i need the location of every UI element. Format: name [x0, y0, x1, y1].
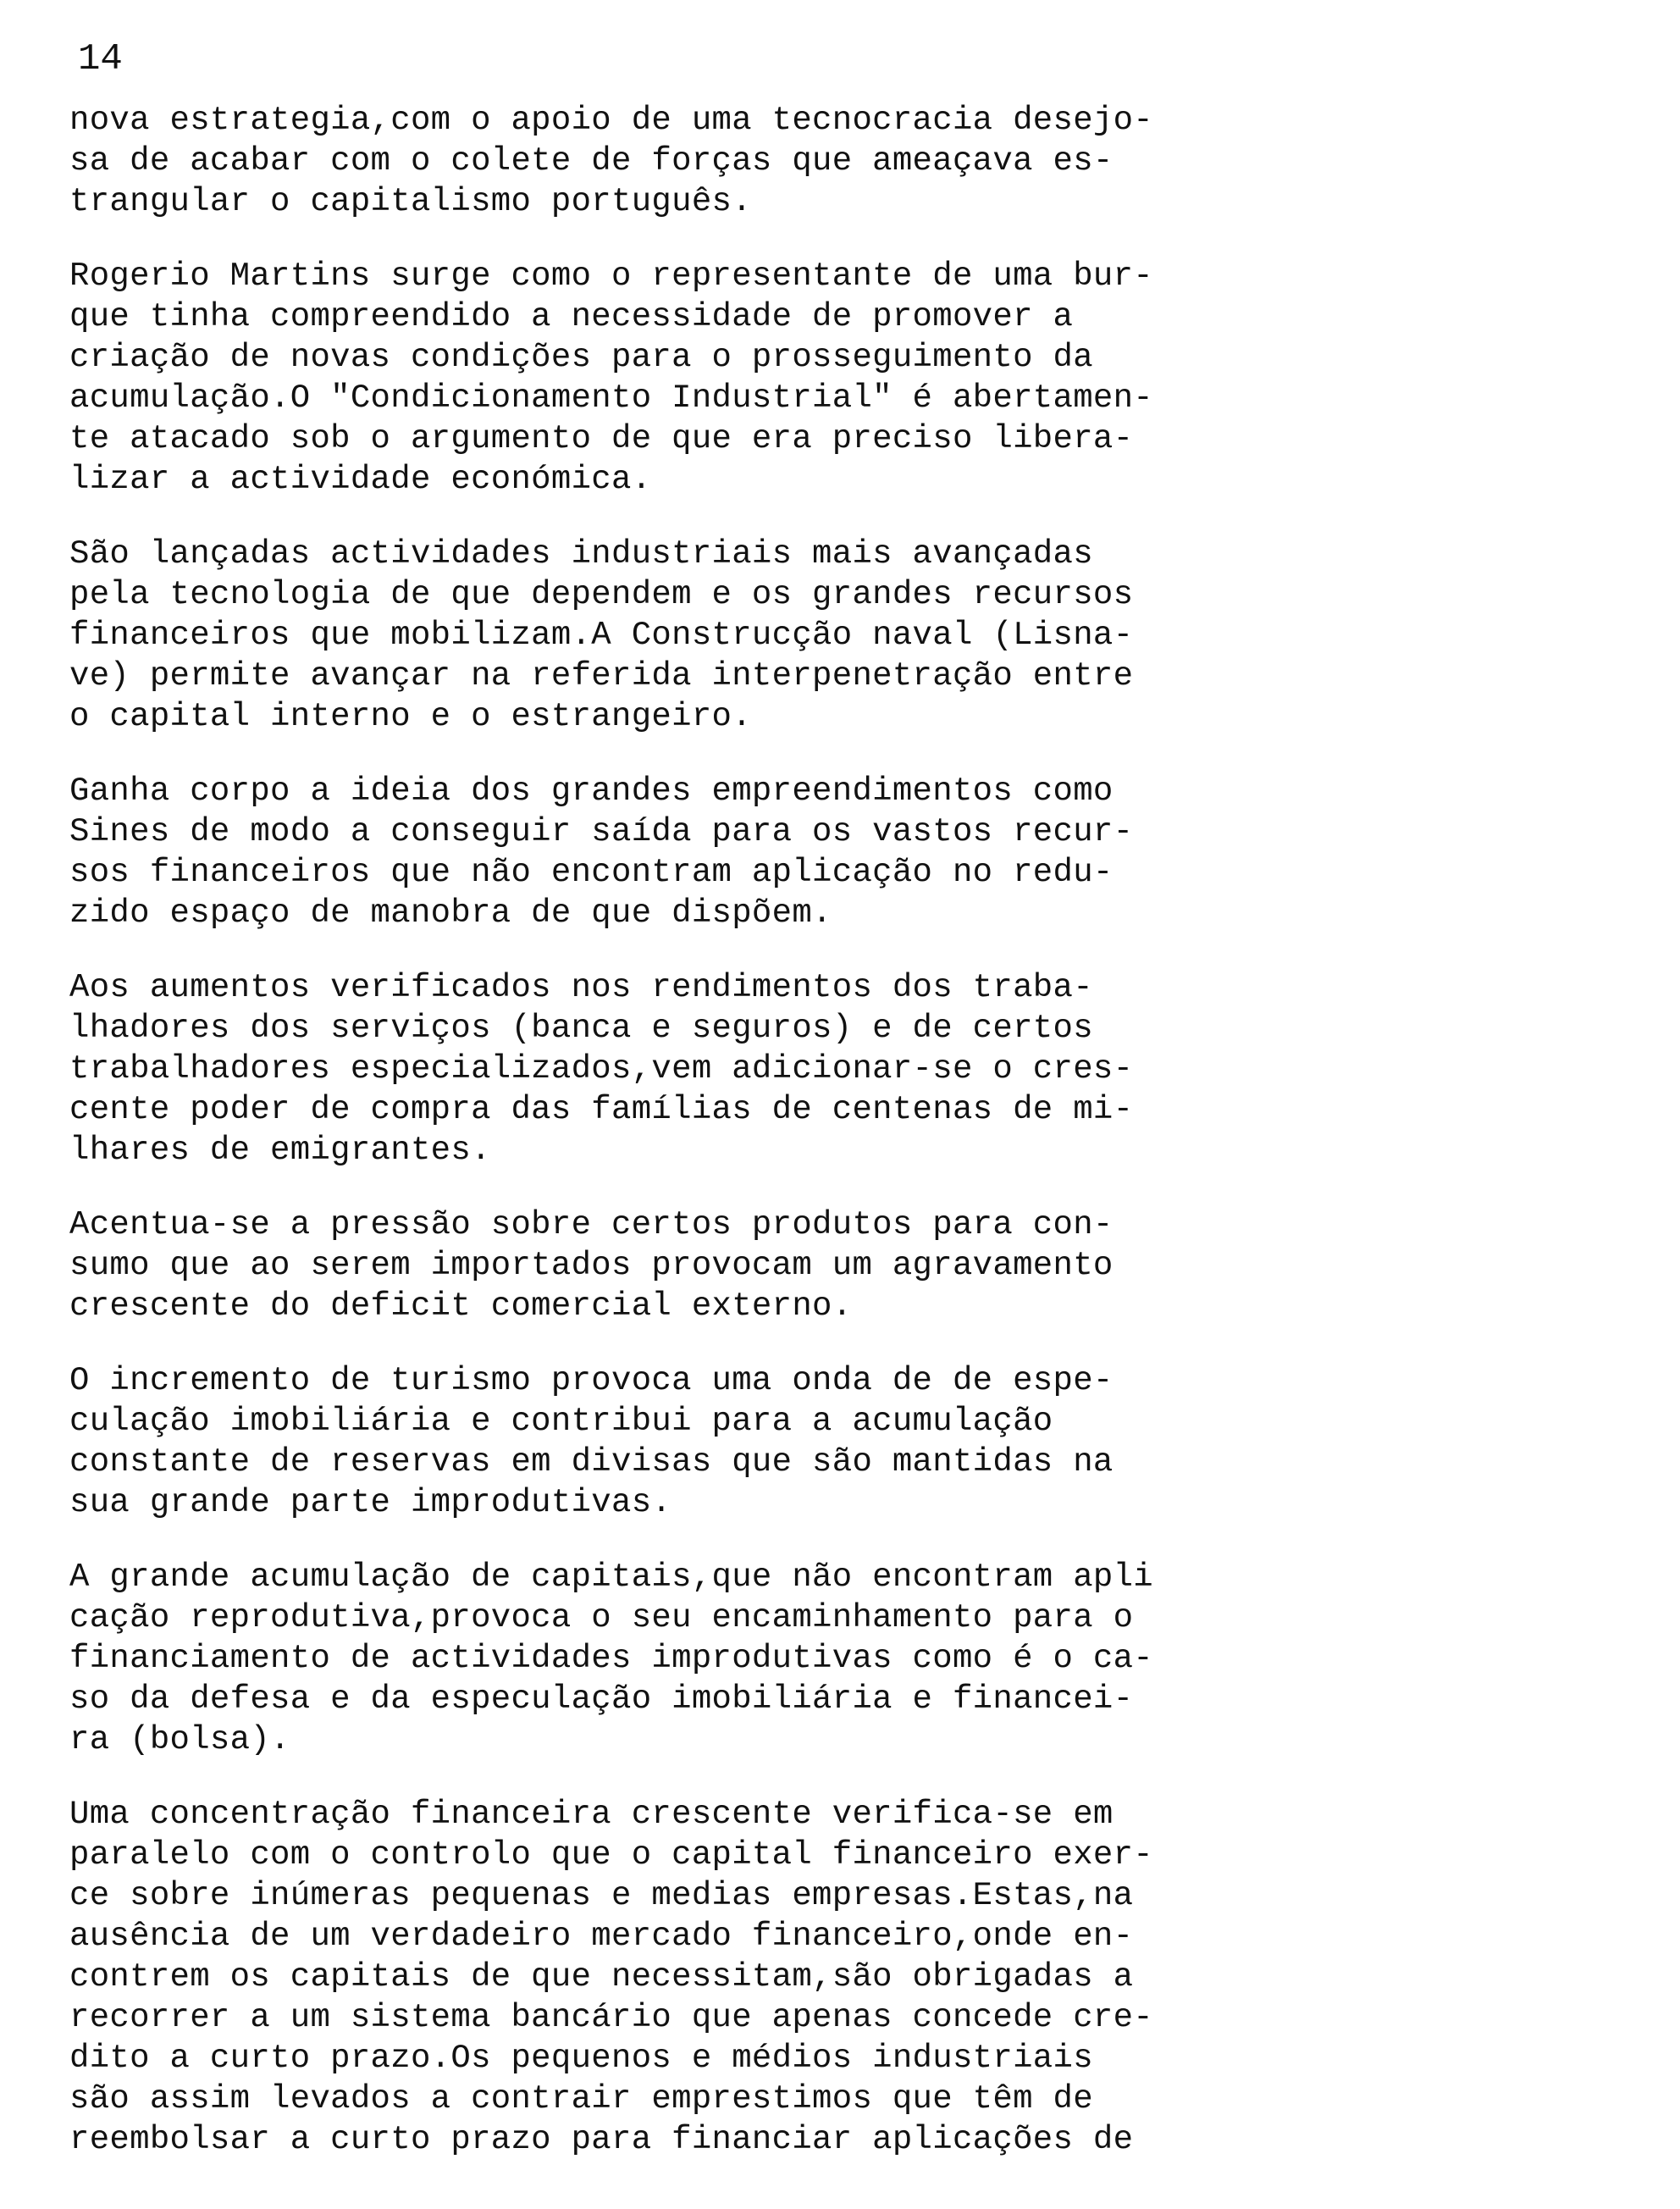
body-text	[69, 100, 1306, 2194]
text-line: acumulação.O "Condicionamento Industrial" é abertamen-	[69, 379, 1154, 417]
text-line: sua grande parte improdutivas.	[69, 1484, 672, 1521]
text-line: paralelo com o controlo que o capital financeiro exer-	[69, 1836, 1154, 1874]
text-line: nova estrategia,com o apoio de uma tecnocracia desejo-	[69, 102, 1154, 139]
text-line: ce sobre inúmeras pequenas e medias empresas.Estas,na	[69, 1877, 1134, 1914]
text-line: A grande acumulação de capitais,que não encontram apli	[69, 1558, 1154, 1596]
text-line: cação reprodutiva,provoca o seu encaminhamento para o	[69, 1599, 1134, 1636]
text-line: financeiros que mobilizam.A Construcção naval (Lisna-	[69, 617, 1134, 654]
text-line: recorrer a um sistema bancário que apenas concede cre-	[69, 1999, 1154, 2036]
text-line: sumo que ao serem importados provocam um agravamento	[69, 1247, 1114, 1284]
text-line: lhares de emigrantes.	[69, 1132, 491, 1169]
text-line: cente poder de compra das famílias de centenas de mi-	[69, 1091, 1134, 1128]
text-line: constante de reservas em divisas que são mantidas na	[69, 1443, 1114, 1481]
text-line: dito a curto prazo.Os pequenos e médios industriais	[69, 2040, 1093, 2077]
paragraph-2	[69, 256, 1306, 500]
text-line: trangular o capitalismo português.	[69, 183, 752, 220]
text-line: trabalhadores especializados,vem adicionar-se o cres-	[69, 1050, 1134, 1088]
text-line: o capital interno e o estrangeiro.	[69, 698, 752, 735]
paragraph-9	[69, 1794, 1306, 2160]
text-line: sos financeiros que não encontram aplicação no redu-	[69, 854, 1114, 891]
text-line: ausência de um verdadeiro mercado financeiro,onde en-	[69, 1918, 1134, 1955]
paragraph-6	[69, 1204, 1306, 1326]
text-line: lizar a actividade económica.	[69, 461, 652, 498]
text-line: te atacado sob o argumento de que era preciso libera-	[69, 420, 1134, 457]
paragraph-7	[69, 1360, 1306, 1523]
paragraph-3	[69, 534, 1306, 737]
paragraph-8	[69, 1557, 1306, 1760]
text-line: Aos aumentos verificados nos rendimentos dos traba-	[69, 969, 1093, 1006]
text-line: que tinha compreendido a necessidade de promover a	[69, 298, 1074, 335]
text-line: Uma concentração financeira crescente verifica-se em	[69, 1796, 1114, 1833]
text-line: O incremento de turismo provoca uma onda de de espe-	[69, 1362, 1114, 1399]
paragraph-1	[69, 100, 1306, 222]
text-line: zido espaço de manobra de que dispõem.	[69, 894, 832, 932]
paragraph-4	[69, 771, 1306, 933]
text-line: contrem os capitais de que necessitam,são obrigadas a	[69, 1958, 1134, 1996]
text-line: Ganha corpo a ideia dos grandes empreendimentos como	[69, 772, 1114, 810]
text-line: Rogerio Martins surge como o representante de uma bur-	[69, 257, 1154, 295]
text-line: lhadores dos serviços (banca e seguros) e de certos	[69, 1010, 1093, 1047]
text-line: financiamento de actividades improdutivas como é o ca-	[69, 1640, 1154, 1677]
text-line: são assim levados a contrair emprestimos que têm de	[69, 2080, 1093, 2118]
text-line: ve) permite avançar na referida interpenetração entre	[69, 657, 1134, 695]
text-line: ra (bolsa).	[69, 1721, 290, 1758]
text-line: criação de novas condições para o prosseguimento da	[69, 339, 1093, 376]
text-line: culação imobiliária e contribui para a acumulação	[69, 1403, 1053, 1440]
text-line: São lançadas actividades industriais mais avançadas	[69, 535, 1093, 573]
text-line: sa de acabar com o colete de forças que ameaçava es-	[69, 142, 1114, 180]
text-line: Acentua-se a pressão sobre certos produtos para con-	[69, 1206, 1114, 1243]
page-number: 14	[78, 38, 123, 80]
text-line: pela tecnologia de que dependem e os grandes recursos	[69, 576, 1134, 613]
paragraph-5	[69, 967, 1306, 1171]
text-line: crescente do deficit comercial externo.	[69, 1287, 853, 1325]
text-line: so da defesa e da especulação imobiliária e financei-	[69, 1680, 1134, 1718]
text-line: Sines de modo a conseguir saída para os vastos recur-	[69, 813, 1134, 850]
text-line: reembolsar a curto prazo para financiar aplicações de	[69, 2121, 1134, 2158]
